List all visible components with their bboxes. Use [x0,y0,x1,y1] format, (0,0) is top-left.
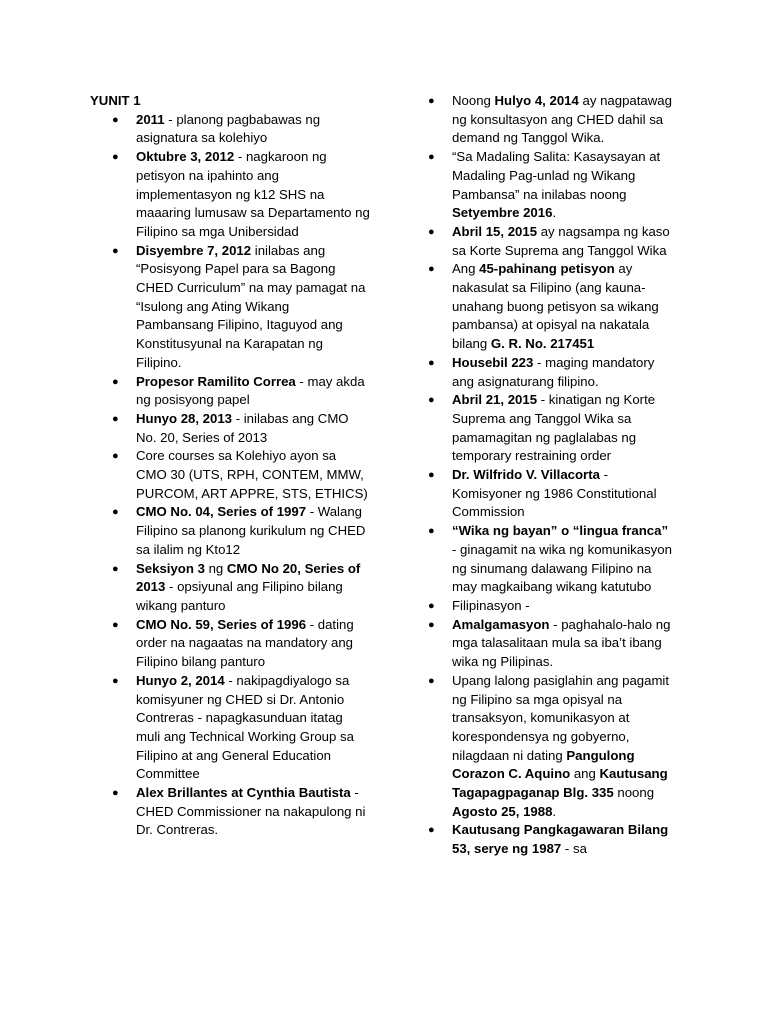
bold-term: Abril 21, 2015 [452,392,538,408]
item-text: - ginagamit na wika ng komunikasyon ng sinumang dalawang Filipino na may magkaibang wikang katutubo [452,541,672,595]
list-item [112,242,370,373]
unit-heading: YUNIT 1 [90,93,141,108]
item-text: ay nagpatawag ng konsultasyon ang CHED dahil sa demand ng Tanggol Wika. [452,93,672,146]
item-text: - paghahalo-halo ng mga talasalitaan mula sa iba’t ibang wika ng Pilipinas. [452,616,671,670]
bold-term: Alex Brillantes at Cynthia Bautista [136,785,351,801]
list-item [112,616,370,672]
item-text: ay nakasulat sa Filipino (ang kauna-unahang buong petisyon sa wikang pambansa) at opisyal na nakatala bilang [452,261,659,352]
item-text: . [552,205,557,221]
list-item [112,410,370,447]
item-text: - nagkaroon ng petisyon na ipahinto ang implementasyon ng k12 SHS na maaaring lumusaw sa Departamento ng Filipino sa mga Unibersidad [136,149,370,239]
item-text: ay nagsampa ng kaso sa Korte Suprema ang Tanggol Wika [452,223,670,258]
list-item [112,111,370,148]
list-item [428,92,676,148]
item-text: - maging mandatory ang asignaturang filipino. [452,354,655,389]
list-item [428,148,676,223]
bold-term: Amalgamasyon [452,616,550,632]
bold-term: Housebil 223 [452,354,534,370]
item-text: Core courses sa Kolehiyo ayon sa CMO 30 (UTS, RPH, CONTEM, MMW, PURCOM, ART APPRE, STS, ETHICS) [136,448,368,501]
bold-term: Dr. Wilfrido V. Villacorta [452,467,600,483]
item-text: noong [613,785,655,801]
item-text: Noong [452,93,495,108]
list-item [428,522,676,597]
item-text: . [552,803,557,819]
bold-term: G. R. No. 217451 [490,336,595,352]
list-item [428,260,676,354]
list-item [112,784,370,840]
bold-term: 45-pahinang petisyon [479,261,615,277]
item-text: - Walang Filipino sa planong kurikulum ng CHED sa ilalim ng Kto12 [136,504,366,557]
left-column [90,92,370,840]
list-item [428,466,676,522]
item-text: “Sa Madaling Salita: Kasaysayan at Madaling Pag-unlad ng Wikang Pambansa” na inilabas noong [452,149,661,202]
list-item [428,597,676,616]
list-item [428,821,676,858]
bold-term: CMO No 20, Series of 2013 [136,560,361,595]
bold-term: Pangulong Corazon C. Aquino [452,747,635,782]
bold-term: Kautusang Tagapagpaganap Blg. 335 [452,766,668,801]
list-item [112,148,370,242]
left-bullet-list [90,111,370,840]
item-text: Upang lalong pasiglahin ang pagamit ng Filipino sa mga opisyal na transaksyon, komunikasyon at korespondensya ng gobyerno, nilagdaan ni dating [452,672,670,763]
list-item [112,672,370,784]
item-text: inilabas ang “Posisyong Papel para sa Bagong CHED Curriculum” na may pamagat na “Isulong ang Ating Wikang Pambansang Filipino, Itaguyod ang Konstitusyunal na Karapatan ng Filipino. [136,242,366,370]
bold-term: CMO No. 04, Series of 1997 [136,504,307,520]
bold-term: Setyembre 2016 [452,205,553,221]
bold-term: Hulyo 4, 2014 [494,93,579,108]
item-text: Filipinasyon - [452,597,530,613]
item-text: - Komisyoner ng 1986 Constitutional Commission [452,467,657,520]
bold-term: Agosto 25, 1988 [452,803,553,819]
list-item [428,354,676,391]
item-text: - nakipagdiyalogo sa komisyuner ng CHED si Dr. Antonio Contreras - napagkasunduan itatag muli ang Technical Working Group sa Filipino at ang General Education Committee [136,672,354,782]
list-item [112,560,370,616]
list-item [428,616,676,672]
bold-term: Hunyo 2, 2014 [136,672,225,688]
list-item [112,503,370,559]
bold-term: “Wika ng bayan” o “lingua franca” [452,523,669,539]
bold-term: Propesor Ramilito Correa [136,373,296,389]
bold-term: Hunyo 28, 2013 [136,410,233,426]
item-text: Ang [452,261,480,277]
bold-term: Kautusang Pangkagawaran Bilang 53, serye ng 1987 [452,822,669,857]
list-item [428,223,676,260]
bold-term: Seksiyon 3 [136,560,205,576]
list-item [428,672,676,822]
bold-term: Disyembre 7, 2012 [136,242,252,258]
item-text: - opsiyunal ang Filipino bilang wikang panturo [136,579,343,613]
item-text: - dating order na nagaatas na mandatory ang Filipino bilang panturo [136,616,354,670]
right-column [428,92,676,859]
bold-term: 2011 [136,111,165,127]
bold-term: Abril 15, 2015 [452,223,538,239]
item-text: - CHED Commissioner na nakapulong ni Dr. Contreras. [136,785,366,838]
item-text: - sa [561,841,587,857]
list-item [112,447,370,503]
list-item [112,373,370,410]
item-text: ng [204,560,227,576]
list-item [428,391,676,466]
item-text: - inilabas ang CMO No. 20, Series of 2013 [136,410,349,445]
right-bullet-list [428,92,676,859]
item-text: - planong pagbabawas ng asignatura sa kolehiyo [136,111,321,146]
bold-term: CMO No. 59, Series of 1996 [136,616,307,632]
item-text: - may akda ng posisyong papel [136,373,365,408]
item-text: ang [570,766,600,782]
item-text: - kinatigan ng Korte Suprema ang Tanggol Wika sa pamamagitan ng paglalabas ng temporary restraining order [452,392,656,464]
bold-term: Oktubre 3, 2012 [136,149,235,165]
